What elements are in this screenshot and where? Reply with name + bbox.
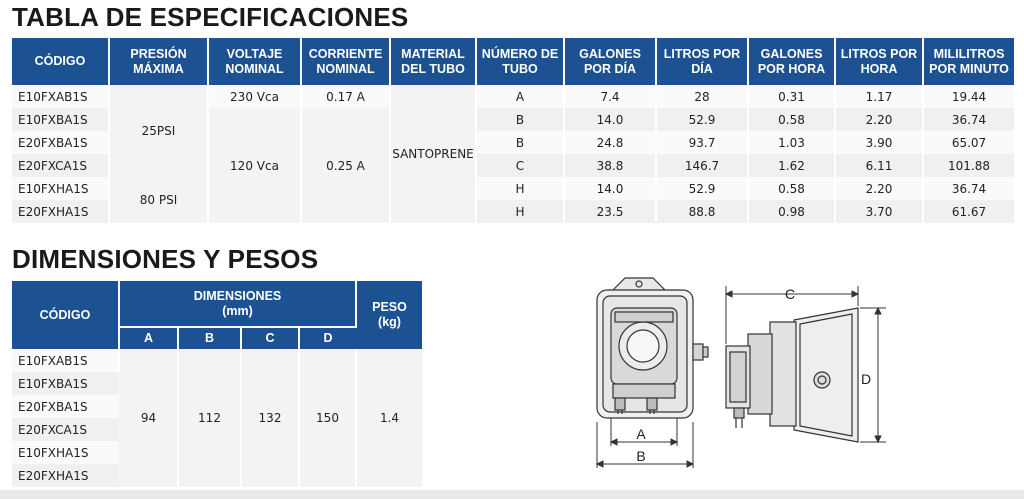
header-numero: NÚMERO DE TUBO [476, 38, 564, 85]
cell-code: E20FXHA1S [12, 200, 109, 223]
header-dimensiones [119, 281, 356, 327]
header-d: D [299, 327, 356, 349]
cell-tube: A [476, 85, 564, 108]
cell-tube: B [476, 131, 564, 154]
cell-mlm: 101.88 [923, 154, 1014, 177]
header-lpd: LITROS POR DÍA [656, 38, 748, 85]
cell-gpd: 7.4 [564, 85, 656, 108]
cell-voltage: 120 Vca [208, 108, 301, 223]
header-lph: LITROS POR HORA [835, 38, 923, 85]
cell-gph: 0.31 [748, 85, 835, 108]
cell-lpd: 93.7 [656, 131, 748, 154]
table-row [12, 85, 1014, 108]
cell-gpd: 14.0 [564, 177, 656, 200]
cell-voltage: 230 Vca [208, 85, 301, 108]
cell-gph: 0.58 [748, 177, 835, 200]
header-corriente: CORRIENTE NOMINAL [301, 38, 390, 85]
table-row [12, 177, 1014, 200]
cell-gpd: 23.5 [564, 200, 656, 223]
header-codigo: CÓDIGO [12, 281, 119, 349]
cell-gph: 0.98 [748, 200, 835, 223]
header-peso-label: PESO [372, 300, 407, 314]
spec-header-row [12, 38, 1014, 85]
header-dimensiones-unit: (mm) [222, 303, 253, 318]
header-c: C [241, 327, 299, 349]
pump-front-view-drawing [585, 272, 710, 472]
dim-label-d: D [860, 371, 872, 387]
cell-lpd: 146.7 [656, 154, 748, 177]
header-gpd: GALONES POR DÍA [564, 38, 656, 85]
pump-side-view-drawing [718, 282, 893, 447]
header-dimensiones-label: DIMENSIONES [193, 288, 282, 303]
dims-header-row [12, 281, 422, 327]
cell-code: E20FXBA1S [12, 131, 109, 154]
cell-current: 0.17 A [301, 85, 390, 108]
cell-lph: 3.90 [835, 131, 923, 154]
cell-dim-c: 132 [241, 349, 299, 487]
cell-mlm: 36.74 [923, 108, 1014, 131]
cell-gpd: 38.8 [564, 154, 656, 177]
cell-code: E10FXHA1S [12, 441, 119, 464]
cell-code: E10FXAB1S [12, 349, 119, 372]
cell-gph: 0.58 [748, 108, 835, 131]
header-material: MATERIAL DEL TUBO [390, 38, 476, 85]
cell-lph: 3.70 [835, 200, 923, 223]
cell-code: E10FXAB1S [12, 85, 109, 108]
cell-lpd: 52.9 [656, 108, 748, 131]
cell-lph: 2.20 [835, 177, 923, 200]
dims-table [12, 281, 422, 487]
spec-table-title: TABLA DE ESPECIFICACIONES [12, 2, 409, 32]
cell-lph: 2.20 [835, 108, 923, 131]
cell-code: E10FXBA1S [12, 372, 119, 395]
cell-dim-b: 112 [178, 349, 241, 487]
header-presion: PRESIÓN MÁXIMA [109, 38, 208, 85]
cell-material: SANTOPRENE [390, 85, 476, 223]
footer-bar [0, 490, 1024, 499]
cell-mlm: 61.67 [923, 200, 1014, 223]
header-mlm: MILILITROS POR MINUTO [923, 38, 1014, 85]
cell-tube: B [476, 108, 564, 131]
cell-gph: 1.62 [748, 154, 835, 177]
cell-code: E10FXHA1S [12, 177, 109, 200]
header-gph: GALONES POR HORA [748, 38, 835, 85]
cell-lpd: 88.8 [656, 200, 748, 223]
dims-table-title: DIMENSIONES Y PESOS [12, 244, 319, 274]
dim-label-c: C [784, 286, 796, 302]
cell-gph: 1.03 [748, 131, 835, 154]
cell-peso: 1.4 [356, 349, 422, 487]
table-row [12, 349, 422, 372]
header-b: B [178, 327, 241, 349]
cell-lph: 1.17 [835, 85, 923, 108]
cell-code: E20FXCA1S [12, 154, 109, 177]
header-voltaje: VOLTAJE NOMINAL [208, 38, 301, 85]
cell-gpd: 14.0 [564, 108, 656, 131]
cell-mlm: 36.74 [923, 177, 1014, 200]
header-peso [356, 281, 422, 349]
header-a: A [119, 327, 178, 349]
cell-code: E20FXCA1S [12, 418, 119, 441]
cell-mlm: 19.44 [923, 85, 1014, 108]
header-codigo: CÓDIGO [12, 38, 109, 85]
cell-mlm: 65.07 [923, 131, 1014, 154]
dim-label-a: A [636, 426, 646, 442]
cell-gpd: 24.8 [564, 131, 656, 154]
cell-pressure: 25PSI [109, 85, 208, 177]
spec-table [12, 38, 1014, 223]
cell-current: 0.25 A [301, 108, 390, 223]
header-peso-unit: (kg) [378, 315, 401, 329]
cell-dim-d: 150 [299, 349, 356, 487]
cell-tube: H [476, 200, 564, 223]
cell-lph: 6.11 [835, 154, 923, 177]
cell-code: E20FXHA1S [12, 464, 119, 487]
cell-pressure: 80 PSI [109, 177, 208, 223]
cell-code: E20FXBA1S [12, 395, 119, 418]
cell-code: E10FXBA1S [12, 108, 109, 131]
cell-lpd: 52.9 [656, 177, 748, 200]
cell-tube: C [476, 154, 564, 177]
dim-label-b: B [636, 448, 646, 464]
cell-tube: H [476, 177, 564, 200]
cell-lpd: 28 [656, 85, 748, 108]
cell-dim-a: 94 [119, 349, 178, 487]
